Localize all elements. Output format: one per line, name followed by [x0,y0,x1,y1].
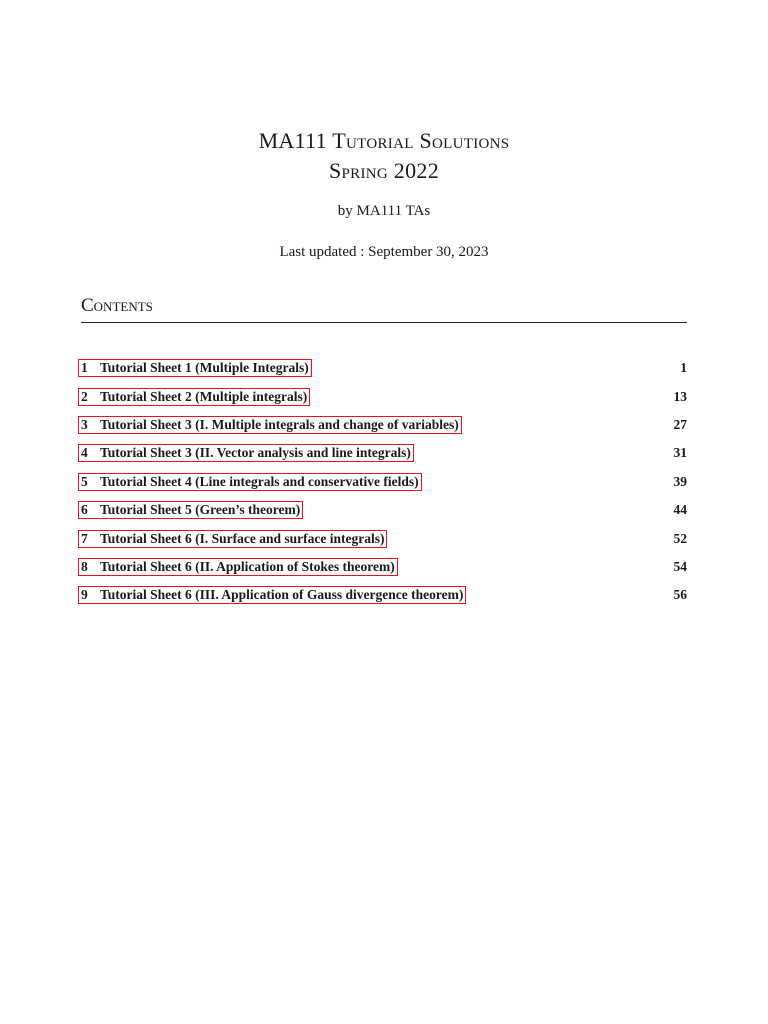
toc-entry [78,382,687,410]
toc-link[interactable] [78,586,466,604]
toc-entry-label: Tutorial Sheet 4 (Line integrals and conservative fields) [100,473,419,489]
toc-entry-number: 4 [81,445,88,461]
toc-page-number: 44 [673,502,687,518]
toc-link[interactable] [78,444,414,462]
toc-entry-number: 3 [81,416,88,432]
toc-link[interactable] [78,473,422,491]
toc-entry [78,581,687,609]
toc-entry [78,439,687,467]
toc-page-number: 27 [673,416,687,432]
author-line: by MA111 TAs [337,203,431,219]
toc-entry [78,354,687,382]
document-subtitle: Spring 2022 [328,158,440,183]
toc-entry-number: 9 [81,587,88,603]
toc-page-number: 31 [673,445,687,461]
toc-entry [78,468,687,496]
toc-entry-number: 2 [81,388,88,404]
toc-link[interactable] [78,359,312,377]
toc-link[interactable] [78,558,398,576]
contents-heading: Contents [81,294,687,323]
toc-page-number: 13 [673,388,687,404]
toc-page-number: 1 [680,360,687,376]
toc-entry-label: Tutorial Sheet 6 (I. Surface and surface integrals) [100,530,385,546]
toc-link[interactable] [78,416,462,434]
toc-link[interactable] [78,388,310,406]
toc-entry [78,411,687,439]
toc-entry [78,553,687,581]
toc-page-number: 52 [673,530,687,546]
toc-entry-number: 5 [81,473,88,489]
toc-link[interactable] [78,530,387,548]
toc-entry-number: 8 [81,558,88,574]
title-block [0,126,768,262]
toc-page-number: 39 [673,473,687,489]
toc-entry-label: Tutorial Sheet 5 (Green’s theorem) [100,502,301,518]
toc-entry [78,496,687,524]
toc-page-number: 54 [673,558,687,574]
toc-entry-label: Tutorial Sheet 2 (Multiple integrals) [100,388,308,404]
document-title: MA111 Tutorial Solutions [258,128,510,153]
toc-entry-label: Tutorial Sheet 3 (I. Multiple integrals and change of variables) [100,416,459,432]
toc-entry-number: 1 [81,360,88,376]
toc-entry [78,524,687,552]
table-of-contents [78,354,687,610]
toc-entry-label: Tutorial Sheet 3 (II. Vector analysis and line integrals) [100,445,411,461]
toc-entry-number: 6 [81,502,88,518]
toc-entry-number: 7 [81,530,88,546]
toc-entry-label: Tutorial Sheet 6 (III. Application of Gauss divergence theorem) [100,587,464,603]
toc-entry-label: Tutorial Sheet 6 (II. Application of Stokes theorem) [100,558,395,574]
toc-link[interactable] [78,501,303,519]
toc-page-number: 56 [673,587,687,603]
toc-entry-label: Tutorial Sheet 1 (Multiple Integrals) [100,360,309,376]
last-updated-line: Last updated : September 30, 2023 [279,244,489,260]
